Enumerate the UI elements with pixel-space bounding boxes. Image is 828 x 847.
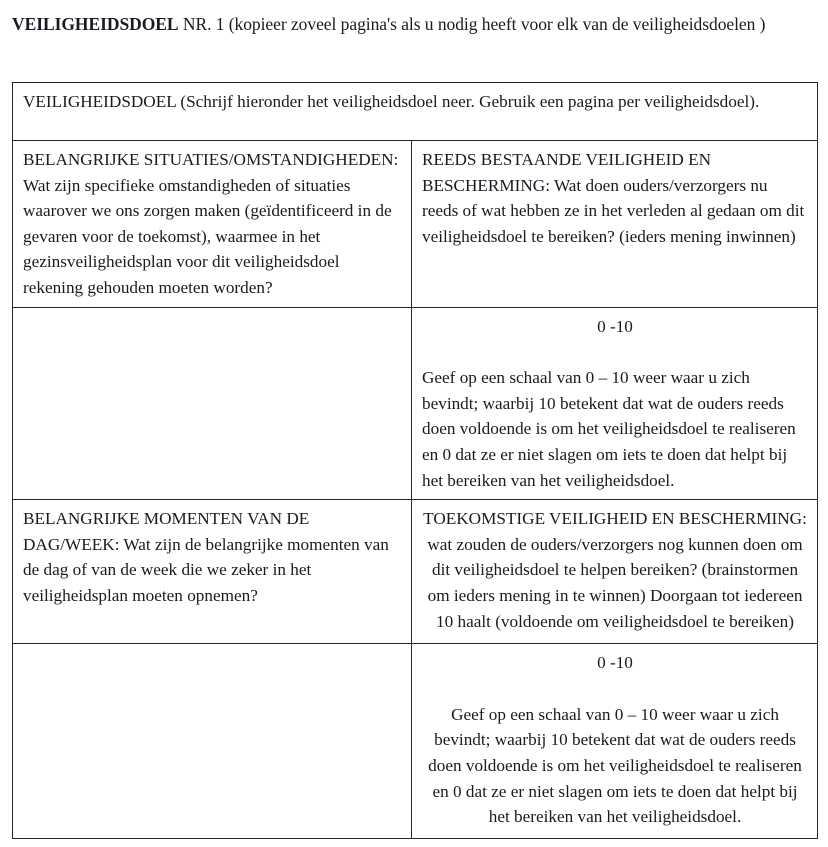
cell-scale-future-answer-area[interactable] <box>13 644 412 839</box>
cell-scale-future <box>412 644 818 839</box>
cell-safety-goal-instruction <box>13 83 818 141</box>
table-row-scale-future <box>13 644 818 839</box>
scale-existing-description: Geef op een schaal van 0 – 10 weer waar u zich bevindt; waarbij 10 betekent dat wat de ouders reeds doen voldoende is om het veiligheidsdoel te realiseren en 0 dat ze er niet slagen om iets te doen dat helpt bij het bereiken van het veiligheidsdoel. <box>422 368 796 490</box>
cell-important-moments <box>13 500 412 644</box>
page-title <box>12 13 828 35</box>
cell-existing-safety <box>412 141 818 308</box>
cell-important-situations <box>13 141 412 308</box>
table-row-scale-existing <box>13 307 818 500</box>
scale-label-existing: 0 -10 <box>597 316 633 336</box>
table-row-goal <box>13 83 818 141</box>
existing-safety-text: REEDS BESTAANDE VEILIGHEID EN BESCHERMING: Wat doen ouders/verzorgers nu reeds of wat hebben ze in het verleden al gedaan om dit veiligheidsdoel te bereiken? (ieders mening inwinnen) <box>422 150 805 246</box>
safety-goal-form-table <box>12 82 818 839</box>
page-title-bold: VEILIGHEIDSDOEL <box>12 14 179 34</box>
cell-scale-existing-answer-area[interactable] <box>13 307 412 500</box>
important-moments-text: BELANGRIJKE MOMENTEN VAN DE DAG/WEEK: Wat zijn de belangrijke momenten van de dag of van de week die we zeker in het veiligheidsplan moeten opnemen? <box>23 509 389 605</box>
table-row-moments <box>13 500 818 644</box>
scale-future-description: Geef op een schaal van 0 – 10 weer waar u zich bevindt; waarbij 10 betekent dat wat de ouders reeds doen voldoende is om het veiligheidsdoel te realiseren en 0 dat ze er niet slagen om iets te doen dat helpt bij het bereiken van het veiligheidsdoel. <box>428 704 802 827</box>
table-row-situations <box>13 141 818 308</box>
scale-label-future: 0 -10 <box>597 653 633 673</box>
cell-scale-existing <box>412 307 818 500</box>
safety-goal-instruction-text: VEILIGHEIDSDOEL (Schrijf hieronder het veiligheidsdoel neer. Gebruik een pagina per veiligheidsdoel). <box>23 92 760 111</box>
page-title-rest: NR. 1 (kopieer zoveel pagina's als u nodig heeft voor elk van de veiligheidsdoelen ) <box>178 14 766 34</box>
future-safety-text: TOEKOMSTIGE VEILIGHEID EN BESCHERMING: wat zouden de ouders/verzorgers nog kunnen doen om dit veiligheidsdoel te helpen bereiken? (brainstormen om ieders mening in te winnen) Doorgaan tot iedereen 10 haalt (voldoende om veiligheidsdoel te bereiken) <box>423 509 807 631</box>
important-situations-text: BELANGRIJKE SITUATIES/OMSTANDIGHEDEN: Wat zijn specifieke omstandigheden of situaties waarover we ons zorgen maken (geïdentificeerd in de gevaren voor de toekomst), waarmee in het gezinsveiligheidsplan voor dit veiligheidsdoel rekening gehouden moeten worden? <box>23 150 399 297</box>
cell-future-safety <box>412 500 818 644</box>
